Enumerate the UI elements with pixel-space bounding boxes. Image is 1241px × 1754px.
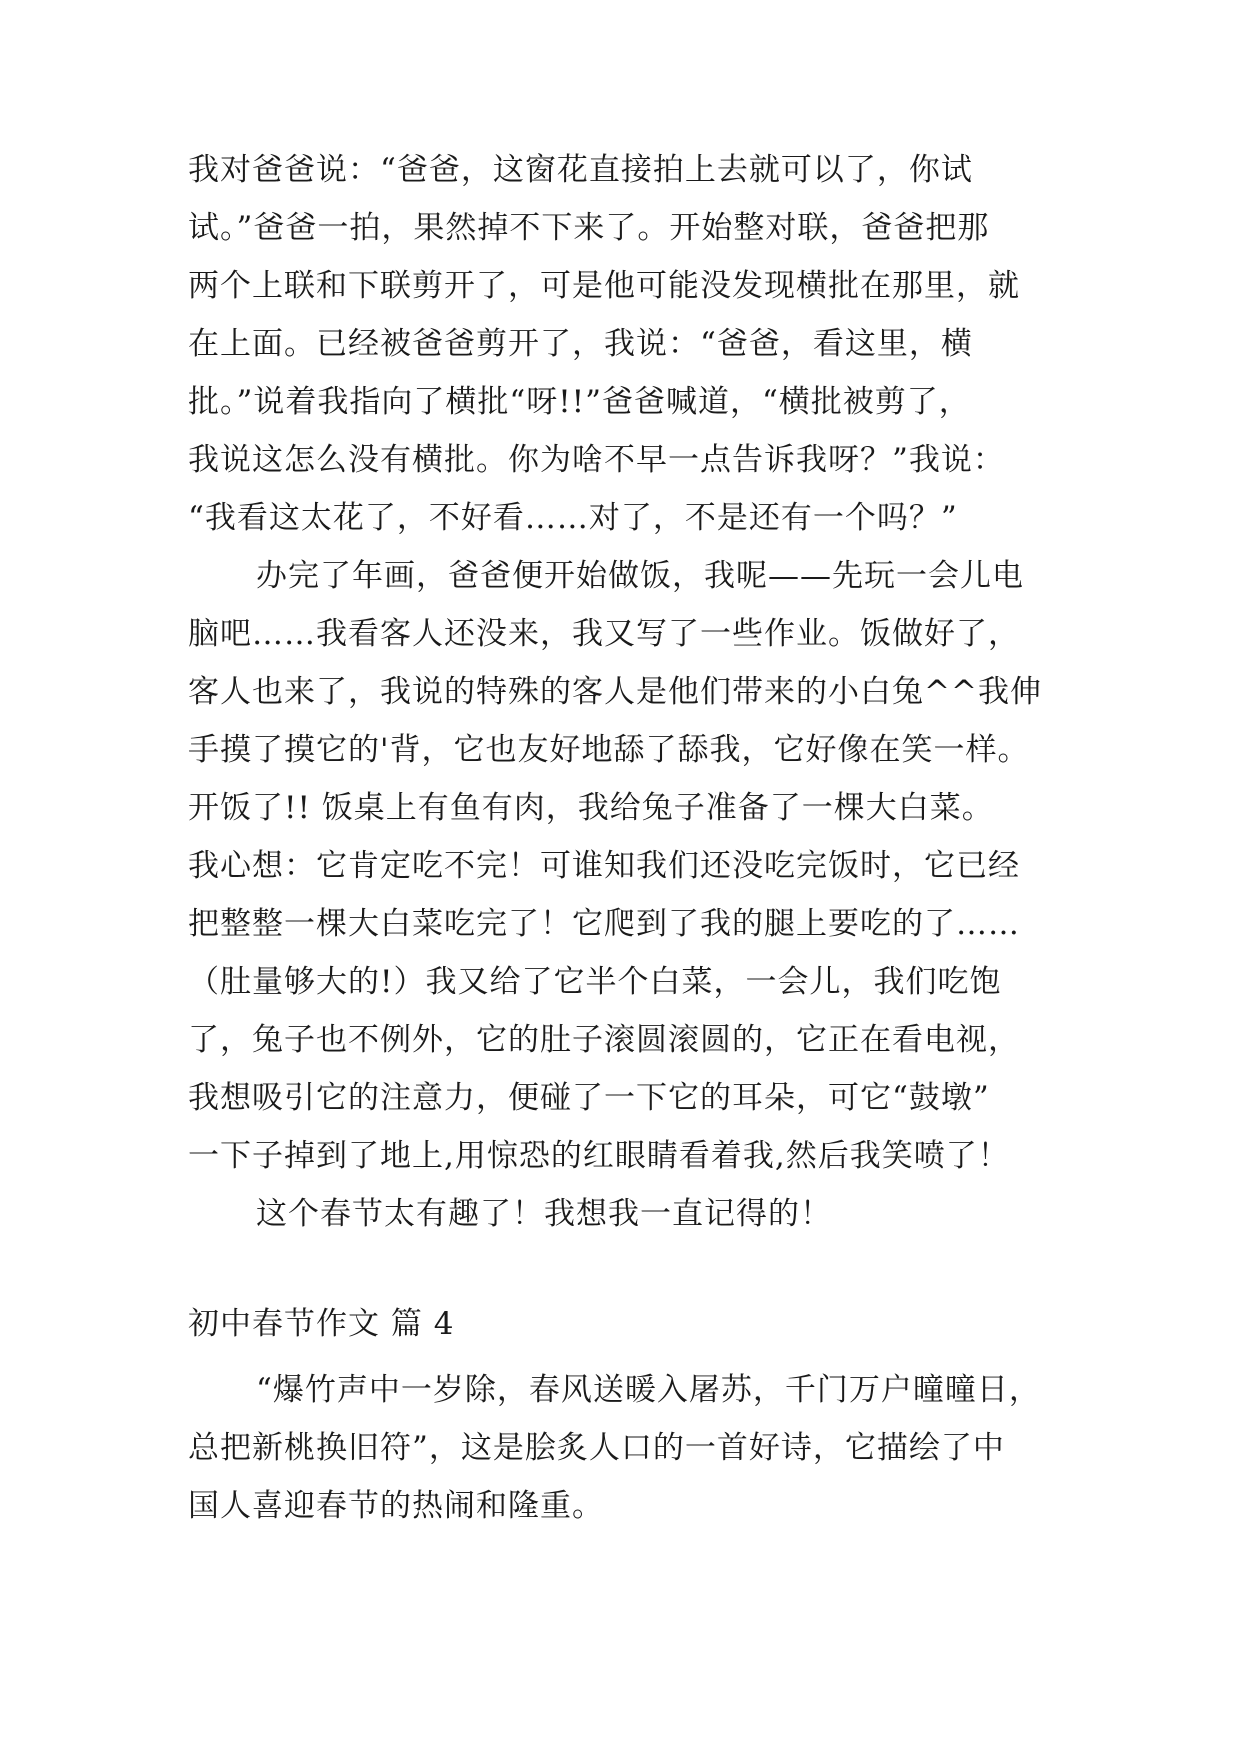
paragraph-line: 总把新桃换旧符”，这是脍炙人口的一首好诗，它描绘了中 xyxy=(188,1430,1005,1466)
paragraph-line: 客人也来了，我说的特殊的客人是他们带来的小白兔^^我伸 xyxy=(188,674,1042,710)
section-heading: 初中春节作文 篇 4 xyxy=(188,1306,455,1342)
paragraph-line: 在上面。已经被爸爸剪开了，我说：“爸爸，看这里，横 xyxy=(188,326,973,362)
paragraph-line: 把整整一棵大白菜吃完了！它爬到了我的腿上要吃的了…… xyxy=(188,906,1020,942)
paragraph-line: 了，兔子也不例外，它的肚子滚圆滚圆的，它正在看电视， xyxy=(188,1022,1020,1058)
paragraph-line: 我对爸爸说：“爸爸，这窗花直接拍上去就可以了，你试 xyxy=(188,152,973,188)
paragraph-line: “我看这太花了，不好看……对了，不是还有一个吗？” xyxy=(188,500,958,536)
paragraph-line: 脑吧……我看客人还没来，我又写了一些作业。饭做好了， xyxy=(188,616,1020,652)
paragraph-first-line: 办完了年画，爸爸便开始做饭，我呢——先玩一会儿电 xyxy=(256,558,1024,594)
paragraph-line: 我说这怎么没有横批。你为啥不早一点告诉我呀？”我说： xyxy=(188,442,1005,478)
paragraph-line: 批。”说着我指向了横批“呀!!”爸爸喊道，“横批被剪了， xyxy=(188,384,971,420)
paragraph-line: 试。”爸爸一拍，果然掉不下来了。开始整对联，爸爸把那 xyxy=(188,210,990,246)
paragraph-line: 手摸了摸它的'背，它也友好地舔了舔我，它好像在笑一样。 xyxy=(188,732,1030,768)
paragraph-line: 我心想：它肯定吃不完！可谁知我们还没吃完饭时，它已经 xyxy=(188,848,1020,884)
paragraph-line: 两个上联和下联剪开了，可是他可能没发现横批在那里，就 xyxy=(188,268,1020,304)
paragraph-first-line: 这个春节太有趣了！我想我一直记得的！ xyxy=(256,1196,832,1232)
paragraph-line: （肚量够大的!）我又给了它半个白菜，一会儿，我们吃饱 xyxy=(188,964,1002,1000)
paragraph-line: 我想吸引它的注意力，便碰了一下它的耳朵，可它“鼓墩” xyxy=(188,1080,990,1116)
paragraph-first-line: “爆竹声中一岁除，春风送暖入屠苏，千门万户曈曈日， xyxy=(256,1372,1041,1408)
paragraph-line: 国人喜迎春节的热闹和隆重。 xyxy=(188,1488,604,1524)
paragraph-line: 一下子掉到了地上,用惊恐的红眼睛看着我,然后我笑喷了！ xyxy=(188,1138,1010,1174)
paragraph-line: 开饭了!! 饭桌上有鱼有肉，我给兔子准备了一棵大白菜。 xyxy=(188,790,994,826)
